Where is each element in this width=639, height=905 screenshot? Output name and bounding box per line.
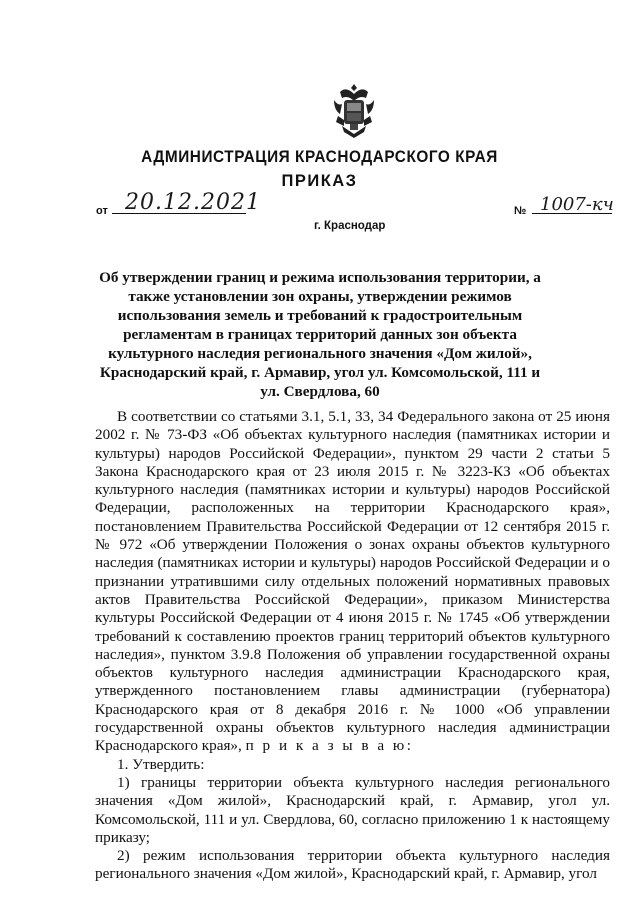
city-label: г. Краснодар xyxy=(314,220,386,232)
preamble-paragraph xyxy=(95,408,610,756)
item-1-2: 2) режим использования территории объекта культурного наследия регионального значения «Дом жилой», Краснодарский край, г. Армавир, угол xyxy=(95,847,610,883)
number-prefix: № xyxy=(514,205,527,217)
item-1-1: 1) границы территории объекта культурного наследия регионального значения «Дом жилой», Краснодарский край, г. Армавир, угол ул. Комсомольской, 111 и ул. Свердлова, 60, согласно приложению 1 к настоящему приказу; xyxy=(95,773,610,846)
item-1: 1. Утвердить: xyxy=(117,755,205,773)
date-prefix: от xyxy=(96,205,108,217)
handwritten-number: 1007-кч xyxy=(540,194,614,215)
order-word: п р и к а з ы в а ю: xyxy=(245,737,414,755)
document-body xyxy=(95,408,610,884)
preamble-text: В соответствии со статьями 3.1, 5.1, 33, 34 Федерального закона от 25 июня 2002 г. № 73-ФЗ «Об объектах культурного наследия (памятниках истории и культуры) народов Российской Федерации», пунктом 29 части 2 статьи 5 Закона Краснодарского края от 23 июля 2015 г. № 3223-КЗ «Об объектах культурного наследия (памятниках истории и культуры) народов Российской Федерации, расположенных на территории Краснодарского края», постановлением Правительства Российской Федерации от 12 сентября 2015 г. № 972 «Об утверждении Положения о зонах охраны объектов культурного наследия (памятниках истории и культуры) народов Российской Федерации и о признании утратившими силу отдельных положений нормативных правовых актов Правительства Российской Федерации», приказом Министерства культуры Российской Федерации от 4 июня 2015 г. № 1745 «Об утверждении требований к составлению проектов границ территорий объектов культурного наследия», пунктом 3.9.8 Положения об управлении государственной охраны объектов культурного наследия администрации Краснодарского края, утвержденного постановлением главы администрации (губернатора) Краснодарского края от 8 декабря 2016 г. № 1000 «Об управлении государственной охраны объектов культурного наследия администрации Краснодарского края», xyxy=(95,408,610,755)
organization-name: АДМИНИСТРАЦИЯ КРАСНОДАРСКОГО КРАЯ xyxy=(141,148,498,166)
document-type: ПРИКАЗ xyxy=(281,172,358,190)
document-title: Об утверждении границ и режима использования территории, а также установлении зон охраны, утверждении режимов использования земель и требований к градостроительным регламентам в границах территорий данных зон объекта культурного наследия регионального значения «Дом жилой», Краснодарский край, г. Армавир, угол ул. Комсомольской, 111 и ул. Свердлова, 60 xyxy=(99,269,541,400)
handwritten-date: 20.12.2021 xyxy=(125,190,261,215)
krasnodar-coat-of-arms-icon xyxy=(330,82,378,138)
